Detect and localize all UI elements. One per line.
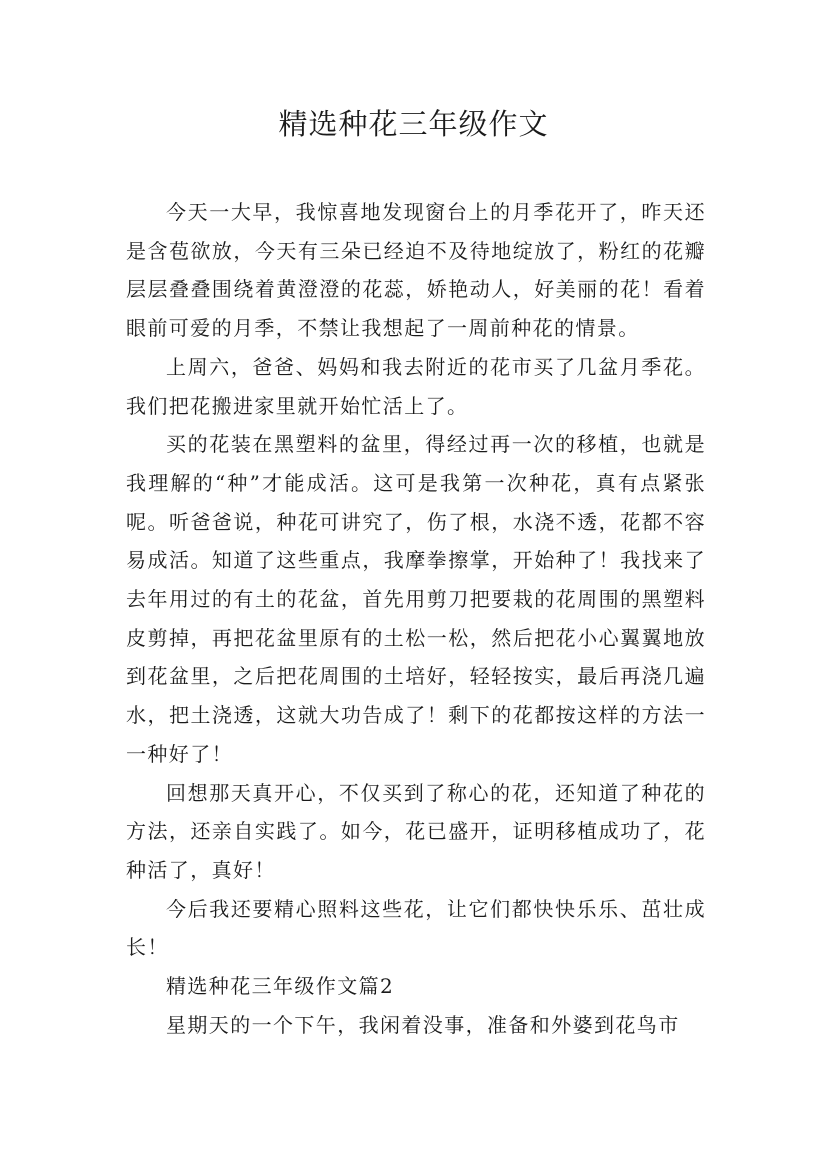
paragraph-2: 上周六，爸爸、妈妈和我去附近的花市买了几盆月季花。我们把花搬进家里就开始忙活上了。	[126, 354, 706, 418]
section-heading-2: 精选种花三年级作文篇2	[166, 974, 395, 999]
paragraph-6: 星期天的一个下午，我闲着没事，准备和外婆到花鸟市	[166, 1012, 680, 1037]
paragraph-3: 买的花装在黑塑料的盆里，得经过再一次的移植，也就是我理解的“种”才能成活。这可是我第一次种花，真有点紧张呢。听爸爸说，种花可讲究了，伤了根，水浇不透，花都不容易成活。知道了这些重点，我摩拳擦掌，开始种了！我找来了去年用过的有土的花盆，首先用剪刀把要栽的花周围的黑塑料皮剪掉，再把花盆里原有的土松一松，然后把花小心翼翼地放到花盆里，之后把花周围的土培好，轻轻按实，最后再浇几遍水，把土浇透，这就大功告成了！剩下的花都按这样的方法一一种好了！	[126, 432, 706, 766]
paragraph-1: 今天一大早，我惊喜地发现窗台上的月季花开了，昨天还是含苞欲放，今天有三朵已经迫不及待地绽放了，粉红的花瓣层层叠叠围绕着黄澄澄的花蕊，娇艳动人，好美丽的花！看着眼前可爱的月季，不禁让我想起了一周前种花的情景。	[126, 200, 706, 341]
paragraph-4: 回想那天真开心，不仅买到了称心的花，还知道了种花的方法，还亲自实践了。如今，花已盛开，证明移植成功了，花种活了，真好！	[126, 780, 706, 882]
paragraph-5: 今后我还要精心照料这些花，让它们都快快乐乐、茁壮成长！	[126, 896, 706, 960]
document-body	[126, 193, 706, 1044]
document-title: 精选种花三年级作文	[278, 107, 549, 141]
